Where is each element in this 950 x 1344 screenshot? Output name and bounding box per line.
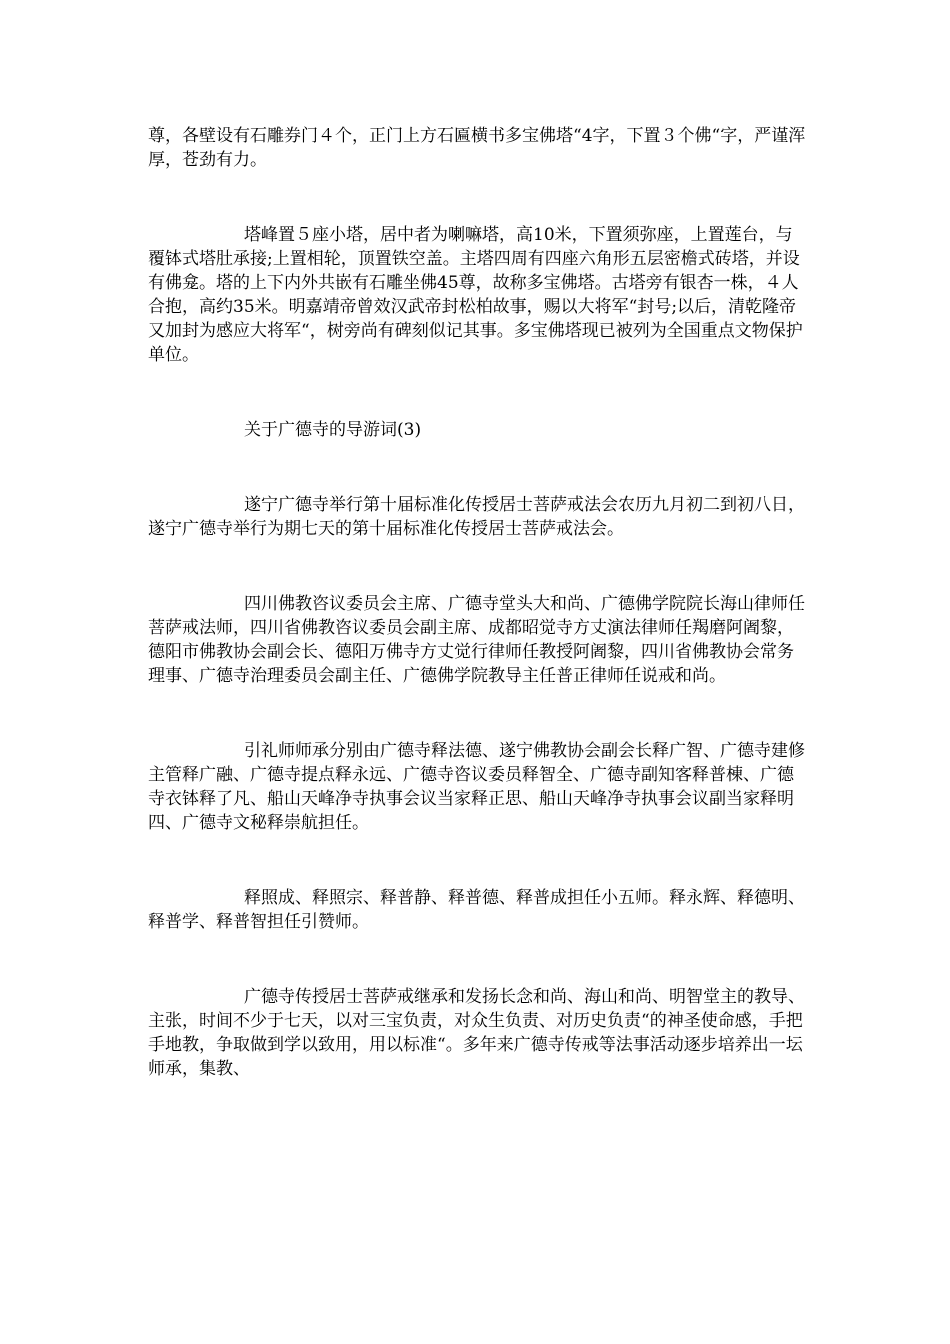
section-heading: 关于广德寺的导游词(3)	[244, 420, 422, 440]
paragraph-2: 塔峰置５座小塔，居中者为喇嘛塔，高10米，下置须弥座，上置莲台，与覆钵式塔肚承接;上置相轮，顶置铁空盖。主塔四周有四座六角形五层密檐式砖塔，并设有佛龛。塔的上下内外共嵌有石雕坐佛45尊，故称多宝佛塔。古塔旁有银杏一株，４人合抱，高约35米。明嘉靖帝曾效汉武帝封松柏故事，赐以大将军“封号;以后，清乾隆帝又加封为感应大将军“，树旁尚有碑刻似记其事。多宝佛塔现已被列为全国重点文物保护单位。	[148, 225, 803, 365]
paragraph-4: 四川佛教咨议委员会主席、广德寺堂头大和尚、广德佛学院院长海山律师任菩萨戒法师，四川省佛教咨议委员会副主席、成都昭觉寺方丈演法律师任羯磨阿阇黎，德阳市佛教协会副会长、德阳万佛寺方丈觉行律师任教授阿阇黎，四川省佛教协会常务理事、广德寺治理委员会副主任、广德佛学院教导主任普正律师任说戒和尚。	[148, 594, 805, 686]
document-body	[148, 124, 808, 1081]
paragraph-3: 遂宁广德寺举行第十届标准化传授居士菩萨戒法会农历九月初二到初八日，遂宁广德寺举行为期七天的第十届标准化传授居士菩萨戒法会。	[148, 495, 805, 539]
paragraph-7: 广德寺传授居士菩萨戒继承和发扬长念和尚、海山和尚、明智堂主的教导、主张，时间不少于七天，以对三宝负责，对众生负责、对历史负责“的神圣使命感，手把手地教，争取做到学以致用，用以标准“。多年来广德寺传戒等法事活动逐步培养出一坛师承，集教、	[148, 987, 805, 1079]
paragraph-1: 尊，各壁设有石雕券门４个，正门上方石匾横书多宝佛塔“4字，下置３个佛“字，严谨浑厚，苍劲有力。	[148, 126, 806, 170]
paragraph-6: 释照成、释照宗、释普静、释普德、释普成担任小五师。释永辉、释德明、释普学、释普智担任引赞师。	[148, 888, 805, 932]
paragraph-5: 引礼师师承分别由广德寺释法德、遂宁佛教协会副会长释广智、广德寺建修主管释广融、广德寺提点释永远、广德寺咨议委员释智全、广德寺副知客释普棟、广德寺衣钵释了凡、船山天峰净寺执事会议当家释正思、船山天峰净寺执事会议副当家释明四、广德寺文秘释崇航担任。	[148, 741, 805, 833]
